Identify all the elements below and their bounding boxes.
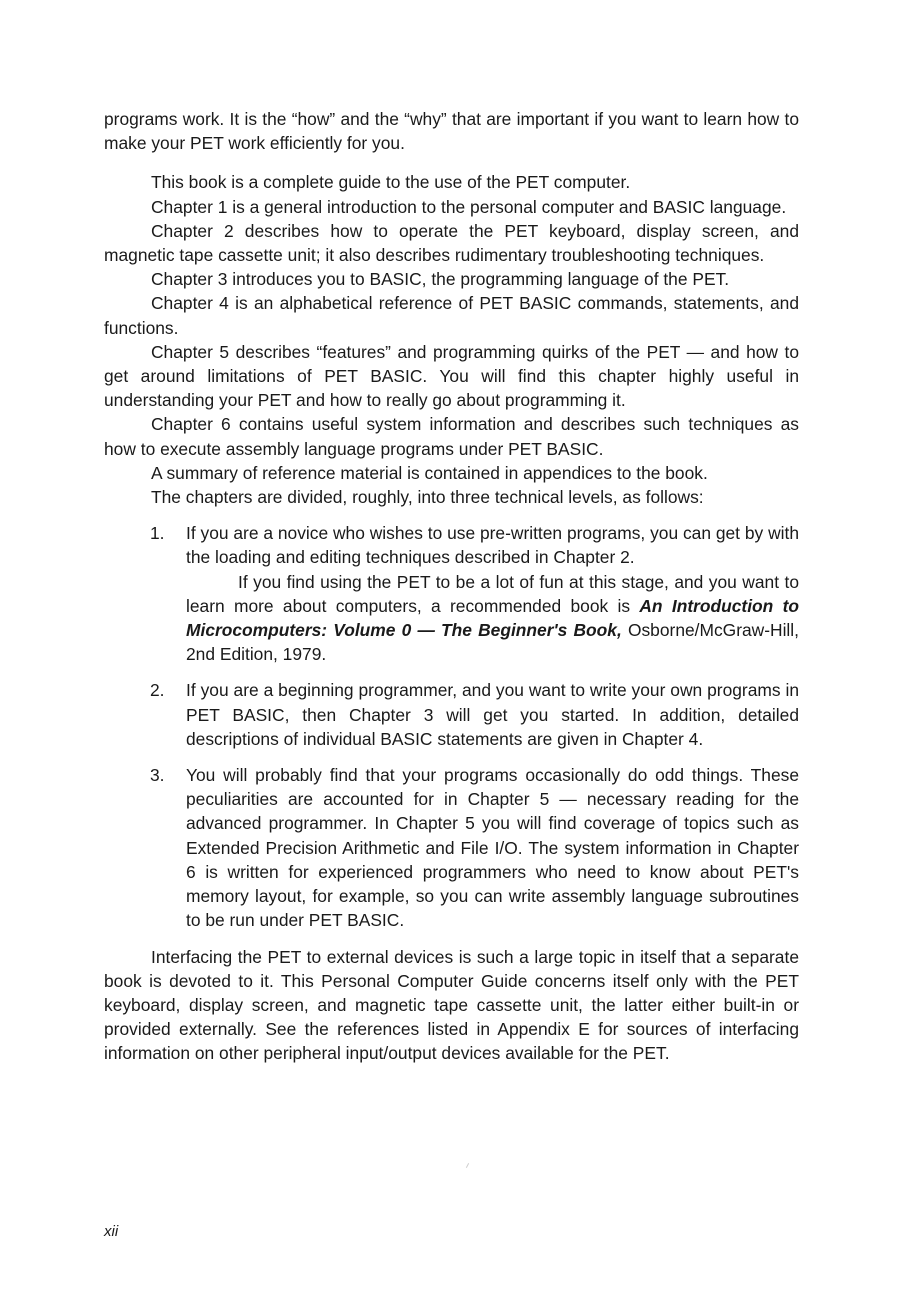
paragraph-intro: programs work. It is the “how” and the “why” that are important if you want to learn how to make your PET work efficiently for you. xyxy=(104,109,799,154)
list-item-number: 1. xyxy=(150,523,165,544)
list-item xyxy=(104,678,799,751)
list-item-text: If you are a novice who wishes to use pre-written programs, you can get by with the loading and editing techniques described in Chapter 2. xyxy=(186,523,799,568)
paragraph-chapter-6: Chapter 6 contains useful system information and describes such techniques as how to execute assembly language programs under PET BASIC. xyxy=(104,414,799,459)
book-title: An Introduction to Microcomputers: Volume 0 — The Beginner's Book, xyxy=(186,595,800,641)
paragraph-chapter-1: Chapter 1 is a general introduction to the personal computer and BASIC language. xyxy=(151,196,787,217)
list-item-text: You will probably find that your programs occasionally do odd things. These peculiarities are accounted for in Chapter 5 — necessary reading for the advanced programmer. In Chapter 5 you will find coverage of topics such as Extended Precision Arithmetic and File I/O. The system information in Chapter 6 is written for experienced programmers who need to know about PET's memory layout, for example, so you can write assembly language subroutines to be run under PET BASIC. xyxy=(186,765,799,931)
list-item-subparagraph xyxy=(186,570,799,667)
page-body xyxy=(104,107,799,1066)
paragraph-interfacing: Interfacing the PET to external devices is such a large topic in itself that a separate book is devoted to it. This Personal Computer Guide concerns itself only with the PET keyboard, display screen, and magnetic tape cassette unit, the latter either built-in or provided externally. See the references listed in Appendix E for sources of interfacing information on other peripheral input/output devices available for the PET. xyxy=(104,946,799,1064)
list-item xyxy=(104,521,799,666)
paragraph-chapter-4: Chapter 4 is an alphabetical reference of PET BASIC commands, statements, and functions. xyxy=(104,293,799,338)
subparagraph-tail: Osborne/McGraw-Hill, 2nd Edition, 1979. xyxy=(186,620,799,665)
paragraph-chapter-5: Chapter 5 describes “features” and programming quirks of the PET — and how to get around limitations of PET BASIC. You will find this chapter highly useful in understanding your PET and how to really go about programming it. xyxy=(104,341,799,411)
scan-speck xyxy=(466,1163,469,1168)
paragraph-appendices: A summary of reference material is contained in appendices to the book. xyxy=(151,462,708,483)
subparagraph-text: If you find using the PET to be a lot of fun at this stage, and you want to learn more about computers, a recommended book is xyxy=(186,571,799,616)
paragraph-levels: The chapters are divided, roughly, into three technical levels, as follows: xyxy=(151,487,704,508)
list-item xyxy=(104,763,799,932)
page-number: xii xyxy=(104,1223,119,1240)
paragraph-chapter-3: Chapter 3 introduces you to BASIC, the programming language of the PET. xyxy=(151,269,730,290)
list-item-text: If you are a beginning programmer, and you want to write your own programs in PET BASIC, then Chapter 3 will get you started. In addition, detailed descriptions of individual BASIC statements are given in Chapter 4. xyxy=(186,680,799,749)
paragraph-chapter-2: Chapter 2 describes how to operate the PET keyboard, display screen, and magnetic tape cassette unit; it also describes rudimentary troubleshooting techniques. xyxy=(104,220,799,266)
list-item-number: 3. xyxy=(150,765,165,786)
technical-levels-list xyxy=(104,521,799,932)
paragraph-guide: This book is a complete guide to the use of the PET computer. xyxy=(151,172,631,193)
list-item-number: 2. xyxy=(150,680,165,701)
